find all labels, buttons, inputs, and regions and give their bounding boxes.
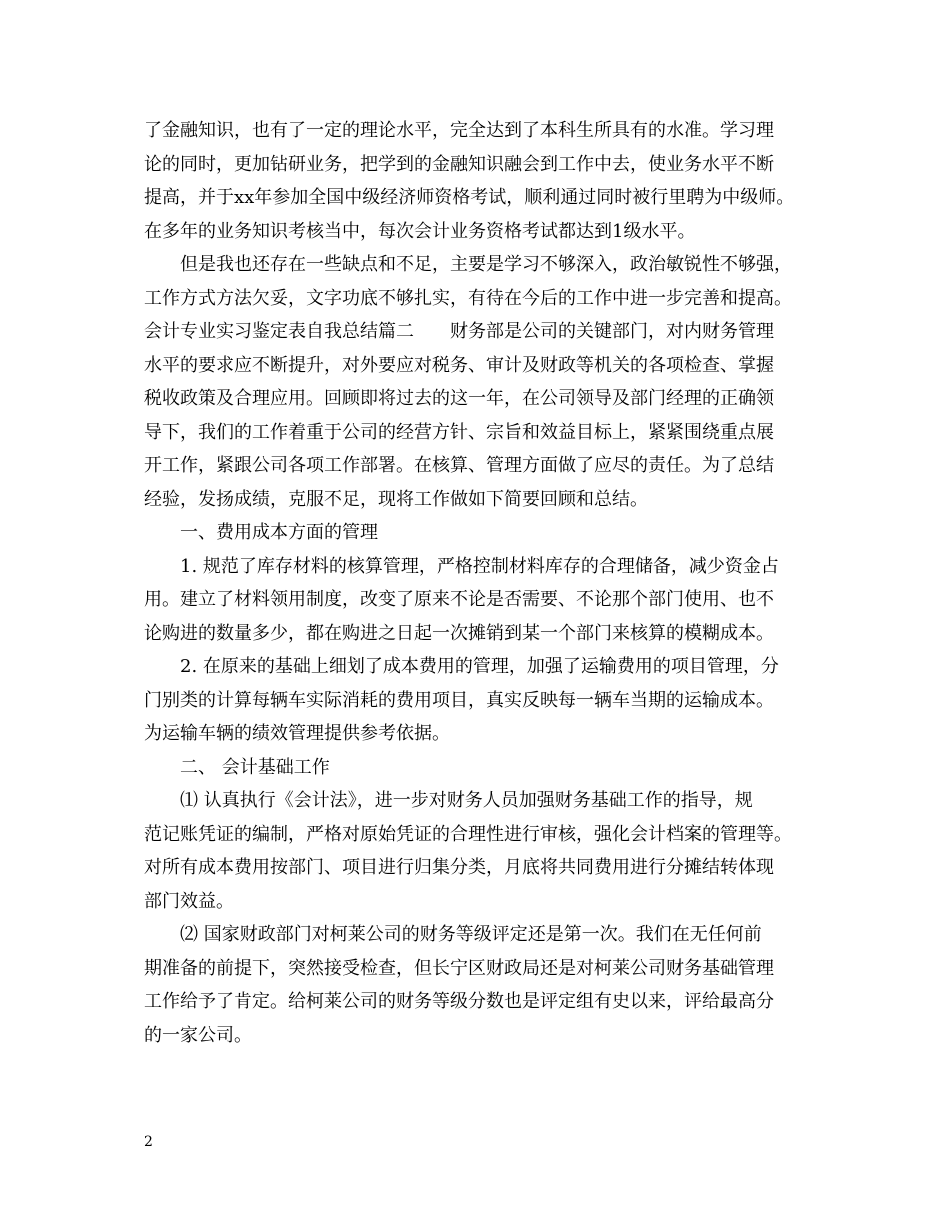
paragraph-part-two-intro bbox=[144, 315, 816, 516]
text-line: ⑴ 认真执行《会计法》，进一步对财务人员加强财务基础工作的指导，规 bbox=[180, 790, 753, 811]
subheading-text: 一、费用成本方面的管理 bbox=[180, 522, 378, 543]
text-line: 但是我也还存在一些缺点和不足，主要是学习不够深入，政治敏锐性不够强， bbox=[180, 254, 792, 275]
text-line: 水平的要求应不断提升，对外要应对税务、审计及财政等机关的各项检查、掌握 bbox=[144, 354, 774, 376]
text-line: 提高，并于xx年参加全国中级经济师资格考试，顺利通过同时被行里聘为中级师。 bbox=[144, 187, 795, 208]
paragraph-shortcomings bbox=[144, 248, 816, 315]
text-line: 在多年的业务知识考核当中，每次会计业务资格考试都达到1级水平。 bbox=[144, 220, 696, 242]
text-line: 了金融知识，也有了一定的理论水平，完全达到了本科生所具有的水准。学习理 bbox=[144, 120, 774, 141]
text-line: 用。建立了材料领用制度，改变了原来不论是否需要、不论那个部门使用、也不 bbox=[144, 589, 774, 610]
paragraph-item-b bbox=[144, 918, 816, 1052]
text-line: 范记账凭证的编制，严格对原始凭证的合理性进行审核，强化会计档案的管理等。 bbox=[144, 823, 792, 845]
text-line: 期准备的前提下，突然接受检查，但长宁区财政局还是对柯莱公司财务基础管理 bbox=[144, 957, 774, 979]
page-number: 2 bbox=[144, 1134, 153, 1150]
text-line: 2. 在原来的基础上细划了成本费用的管理，加强了运输费用的项目管理，分 bbox=[180, 656, 779, 677]
intro-text: 财务部是公司的关键部门，对内财务管理 bbox=[450, 321, 774, 342]
text-line: 经验，发扬成绩，克服不足，现将工作做如下简要回顾和总结。 bbox=[144, 488, 648, 510]
paragraph-item-2 bbox=[144, 650, 816, 751]
text-line: 门别类的计算每辆车实际消耗的费用项目，真实反映每一辆车当期的运输成本。 bbox=[144, 689, 774, 711]
text-line: 论的同时，更加钻研业务，把学到的金融知识融会到工作中去，使业务水平不断 bbox=[144, 153, 774, 175]
text-line: 的一家公司。 bbox=[144, 1024, 252, 1046]
paragraph-item-1 bbox=[144, 550, 816, 651]
text-line bbox=[144, 315, 816, 349]
text-line: 税收政策及合理应用。回顾即将过去的这一年，在公司领导及部门经理的正确领 bbox=[144, 388, 774, 409]
text-line: 导下，我们的工作着重于公司的经营方针、宗旨和效益目标上，紧紧围绕重点展 bbox=[144, 421, 774, 443]
paragraph-item-a bbox=[144, 784, 816, 918]
text-line: 为运输车辆的绩效管理提供参考依据。 bbox=[144, 723, 450, 744]
paragraph-continuation bbox=[144, 114, 816, 248]
text-line: 开工作，紧跟公司各项工作部署。在核算、管理方面做了应尽的责任。为了总结 bbox=[144, 455, 774, 476]
text-line: 对所有成本费用按部门、项目进行归集分类，月底将共同费用进行分摊结转体现 bbox=[144, 857, 774, 878]
section-heading: 会计专业实习鉴定表自我总结篇二 bbox=[144, 321, 414, 342]
document-body bbox=[144, 114, 816, 1052]
text-line: ⑵ 国家财政部门对柯莱公司的财务等级评定还是第一次。我们在无任何前 bbox=[180, 924, 762, 945]
text-line: 工作给予了肯定。给柯莱公司的财务等级分数也是评定组有史以来，评给最高分 bbox=[144, 991, 774, 1012]
subheading-text: 二、 会计基础工作 bbox=[180, 756, 330, 778]
subheading-accounting-basics bbox=[144, 751, 816, 785]
subheading-cost-management bbox=[144, 516, 816, 550]
text-line: 1. 规范了库存材料的核算管理，严格控制材料库存的合理储备，减少资金占 bbox=[180, 555, 779, 577]
text-line: 工作方式方法欠妥，文字功底不够扎实，有待在今后的工作中进一步完善和提高。 bbox=[144, 287, 792, 309]
text-line: 部门效益。 bbox=[144, 890, 234, 912]
text-line: 论购进的数量多少，都在购进之日起一次摊销到某一个部门来核算的模糊成本。 bbox=[144, 622, 774, 644]
